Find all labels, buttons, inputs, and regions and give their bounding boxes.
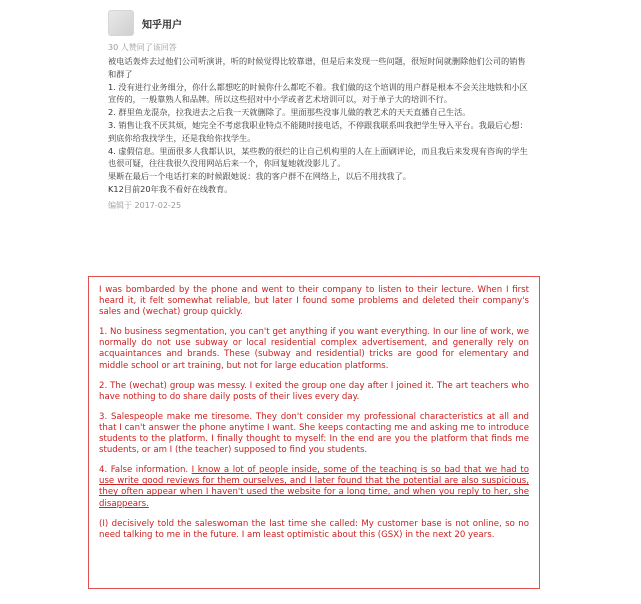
false-info-lead: 4. False information. [99, 465, 192, 476]
false-info-underlined: I know a lot of people inside, some of the teaching is so bad that we had to use write good reviews for them ourselves, and I later found that the potential are also suspicious, they often appear when I haven't used the website for a long time, and when you reply to her, she disappears. [99, 465, 530, 509]
answer-paragraph: 果断在最后一个电话打来的时候跟她说：我的客户群不在网络上，以后不用找我了。 [108, 171, 411, 182]
translation-paragraph: I was bombarded by the phone and went to their company to listen to their lecture. When I first heard it, it felt somewhat reliable, but later I found some problems and deleted their company's sales and (wechat) group quickly. [99, 285, 529, 318]
answer-paragraph: 3. 销售让我不厌其烦，她完全不考虑我职业特点不能随时接电话，不停跟我联系叫我把学生导入平台。我最后心想：到底你给我找学生，还是我给你找学生。 [108, 119, 528, 143]
answer-header [108, 8, 532, 38]
likes-count: 30 人赞同了该回答 [108, 43, 177, 52]
answer-paragraph: 2. 群里鱼龙混杂，拉我进去之后我一天就删除了。里面那些没事儿做的教艺术的天天直播自己生活。 [108, 107, 471, 118]
translation-box [88, 276, 540, 589]
answer-paragraph: K12目前20年我不看好在线教育。 [108, 183, 233, 194]
translation-paragraph: 1. No business segmentation, you can't get anything if you want everything. In our line of work, we normally do not use subway or local residential complex advertisement, and generally rely on acquaintances and brands. These (subway and residential) tricks are good for elementary and middle school or art training, but not for large education platforms. [99, 327, 529, 371]
translation-paragraph-false-info [99, 465, 529, 509]
translation-paragraph: 3. Salespeople make me tiresome. They don't consider my professional characteristics at all and that I can't answer the phone anytime I want. She keeps contacting me and asking me to introduce students to the platform. I finally thought to myself: In the end are you the platform that finds me students, or am I (the teacher) supposed to find you students. [99, 411, 529, 456]
translation-paragraph: 2. The (wechat) group was messy. I exited the group one day after I joined it. The art teachers who have nothing to do share daily posts of their lives every day. [99, 380, 529, 402]
username[interactable]: 知乎用户 [142, 19, 182, 31]
translation-paragraph: (I) decisively told the saleswoman the last time she called: My customer base is not online, so no need talking to me in the future. I am least optimistic about this (GSX) in the next 20 years. [99, 518, 529, 540]
answer-paragraph: 被电话轰炸去过他们公司听演讲，听的时候觉得比较靠谱，但是后来发现一些问题，很短时间就删除他们公司的销售和群了 [108, 56, 526, 79]
answer-paragraph: 4. 虚假信息。里面很多人我都认识，某些教的很烂的让自己机构里的人在上面刷评论，而且我后来发现有咨询的学生也很可疑，往往我很久没用网站后来一个，你回复她就没影儿了。 [108, 145, 528, 169]
edited-timestamp[interactable]: 编辑于 2017-02-25 [108, 200, 182, 210]
avatar[interactable] [108, 10, 134, 36]
answer-paragraph: 1. 没有进行业务细分，你什么都想吃的时候你什么都吃不着。我们做的这个培训的用户群是根本不会关注地铁和小区宣传的，一般靠熟人和品牌。所以这些招对中小学或者艺术培训可以，对于单子大的培训不行。 [108, 81, 528, 105]
answer-card [108, 8, 532, 211]
answer-body [108, 55, 532, 196]
